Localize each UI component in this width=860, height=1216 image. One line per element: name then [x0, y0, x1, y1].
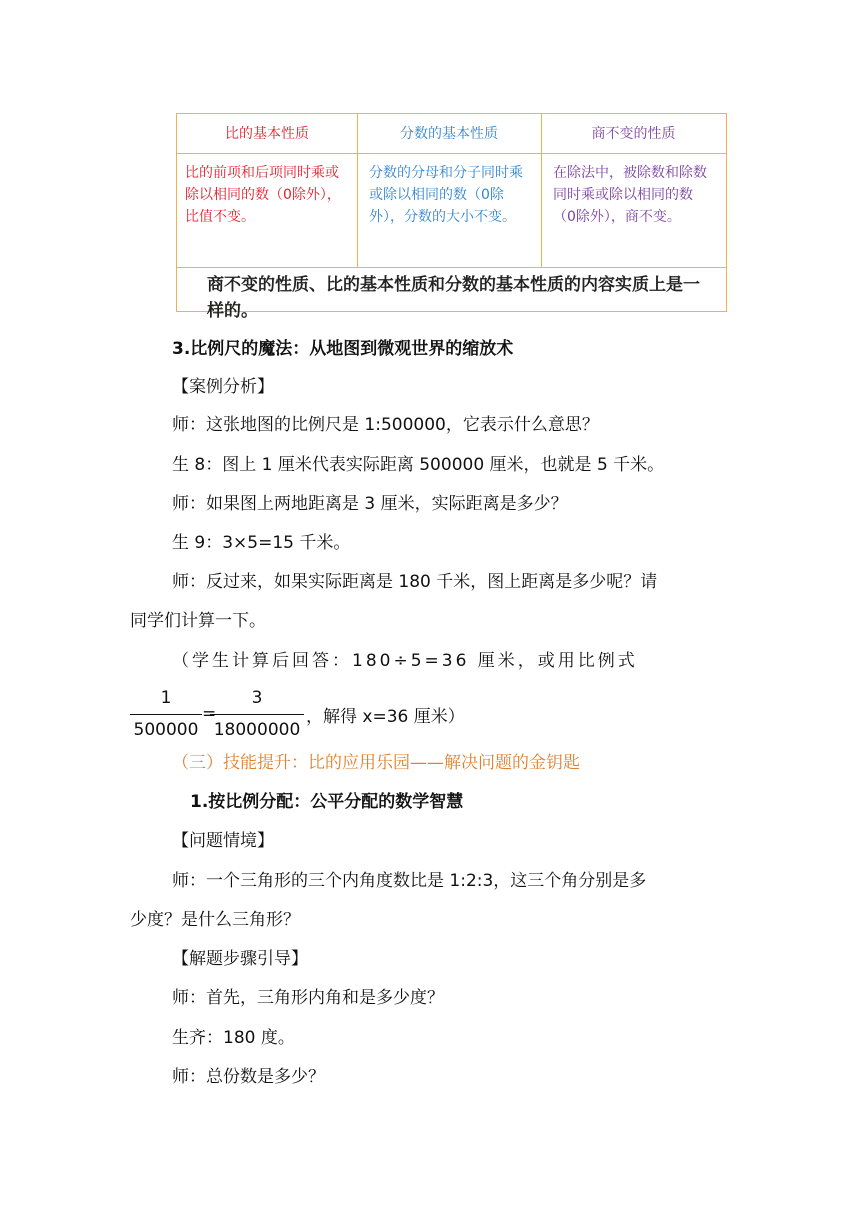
table-cell-ratio: 比的前项和后项同时乘或除以相同的数（0除外），比值不变。 [185, 165, 341, 225]
fraction-bar [130, 714, 202, 715]
table-header-fraction: 分数的基本性质 [357, 114, 541, 154]
paragraph-line: 师：反过来，如果实际距离是 180 千米，图上距离是多少呢？请 [172, 572, 658, 592]
property-comparison-table [176, 113, 727, 321]
paragraph-line: 同学们计算一下。 [130, 611, 266, 631]
steps-label: 【解题步骤引导】 [172, 949, 308, 969]
paragraph-line: 少度？是什么三角形？ [130, 910, 300, 930]
paragraph-line: 师：如果图上两地距离是 3 厘米，实际距离是多少？ [172, 494, 568, 514]
paragraph-line: 师：总份数是多少？ [172, 1067, 325, 1087]
part-heading: （三）技能提升：比的应用乐园——解决问题的金钥匙 [172, 753, 580, 773]
table-footer: 商不变的性质、比的基本性质和分数的基本性质的内容实质上是一样的。 [207, 275, 700, 321]
equals-sign: = [202, 704, 217, 724]
table-cell-quotient: 在除法中，被除数和除数同时乘或除以相同的数（0除外），商不变。 [553, 165, 707, 225]
subsection-heading: 1.按比例分配：公平分配的数学智慧 [190, 792, 464, 812]
paragraph-line: 师：一个三角形的三个内角度数比是 1:2:3，这三个角分别是多 [172, 871, 647, 891]
problem-label: 【问题情境】 [172, 831, 274, 851]
table-divider [177, 267, 726, 268]
paragraph-line: 生 8：图上 1 厘米代表实际距离 500000 厘米，也就是 5 千米。 [172, 455, 665, 475]
table-header-ratio: 比的基本性质 [177, 114, 357, 154]
case-label: 【案例分析】 [172, 377, 274, 397]
fraction-denominator: 18000000 [213, 720, 301, 740]
fraction-tail: ，解得 x=36 厘米） [306, 707, 465, 727]
fraction-numerator: 3 [251, 688, 263, 708]
fraction-numerator: 1 [160, 688, 172, 708]
paragraph-line: 生齐：180 度。 [172, 1028, 295, 1048]
paragraph-line: 师：首先，三角形内角和是多少度？ [172, 988, 444, 1008]
table-cell-fraction: 分数的分母和分子同时乘或除以相同的数（0除外），分数的大小不变。 [369, 165, 523, 225]
paragraph-line: 师：这张地图的比例尺是 1:500000，它表示什么意思？ [172, 415, 599, 435]
paragraph-line: （学生计算后回答：180÷5=36 厘米，或用比例式 [172, 651, 638, 671]
fraction-denominator: 500000 [133, 720, 199, 740]
section-heading: 3.比例尺的魔法：从地图到微观世界的缩放术 [172, 339, 514, 359]
paragraph-line: 生 9：3×5=15 千米。 [172, 533, 351, 553]
table-header-quotient: 商不变的性质 [541, 114, 726, 154]
fraction-bar [210, 714, 304, 715]
